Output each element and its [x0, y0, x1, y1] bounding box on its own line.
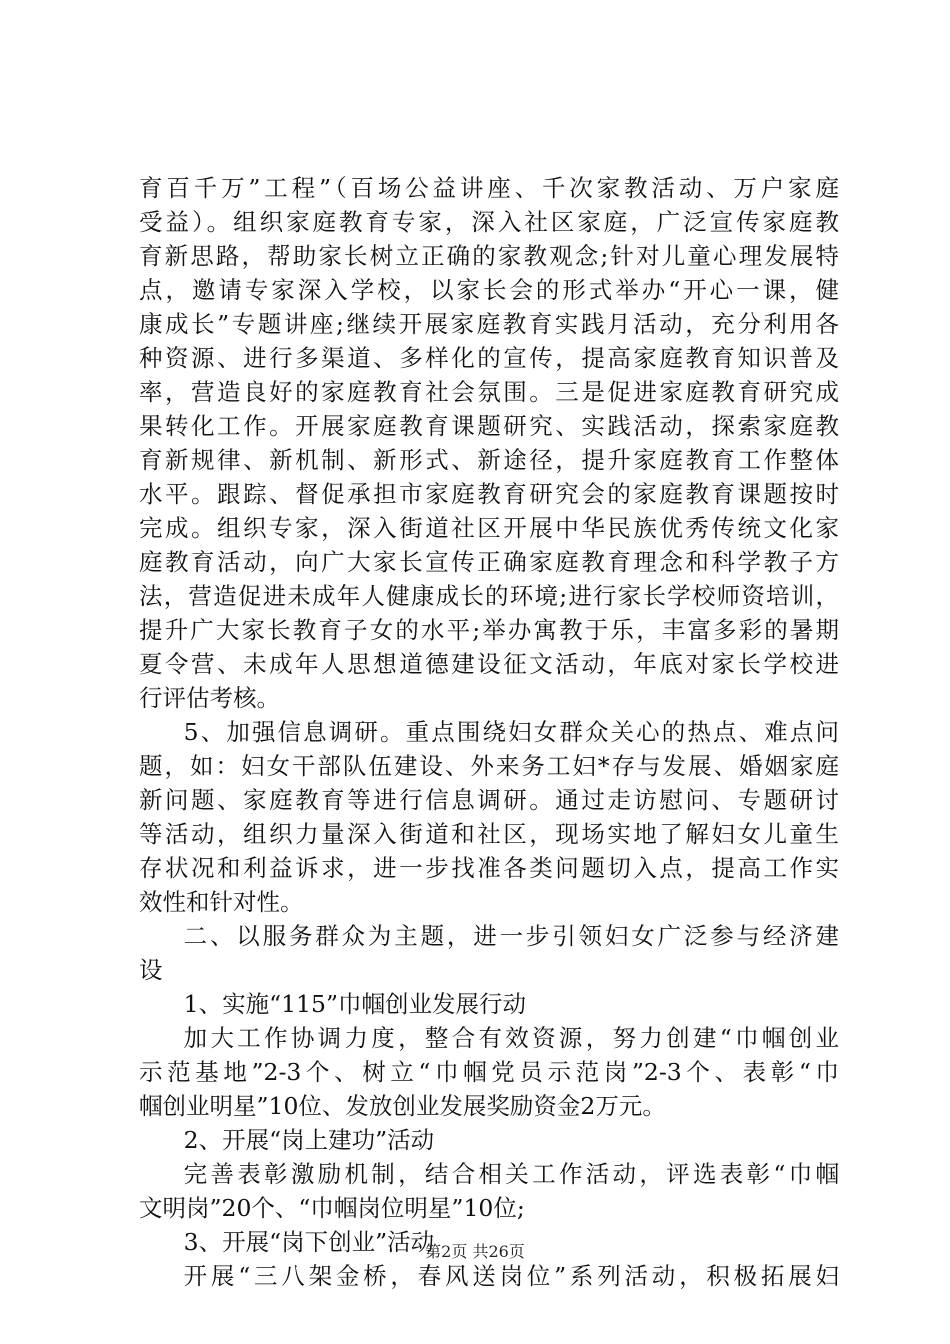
text-line: 5、加强信息调研。重点围绕妇女群众关心的热点、难点问 — [183, 718, 839, 746]
text-line: 受益）。组织家庭教育专家，深入社区家庭，广泛宣传家庭教 — [139, 208, 839, 236]
text-line: 康成长”专题讲座;继续开展家庭教育实践月活动，充分利用各 — [139, 310, 839, 338]
text-line: 育百千万”工程”（百场公益讲座、千次家教活动、万户家庭 — [139, 174, 839, 202]
text-line: 水平。跟踪、督促承担市家庭教育研究会的家庭教育课题按时 — [139, 480, 839, 508]
text-line: 示范基地”2-3个、树立“巾帼党员示范岗”2-3个、表彰“巾 — [139, 1058, 839, 1086]
text-line: 设 — [139, 956, 163, 984]
text-line: 3、开展“岗下创业”活动 — [183, 1228, 435, 1256]
text-line: 点，邀请专家深入学校，以家长会的形式举办“开心一课，健 — [139, 276, 839, 304]
text-line: 夏令营、未成年人思想道德建设征文活动，年底对家长学校进 — [139, 650, 839, 678]
text-line: 法，营造促进未成年人健康成长的环境;进行家长学校师资培训， — [139, 582, 839, 610]
text-line: 育新思路，帮助家长树立正确的家教观念;针对儿童心理发展特 — [139, 242, 839, 270]
text-line: 存状况和利益诉求，进一步找准各类问题切入点，提高工作实 — [139, 854, 839, 882]
text-line: 庭教育活动，向广大家长宣传正确家庭教育理念和科学教子方 — [139, 548, 839, 576]
page-footer: 第2页 共26页 — [425, 1242, 525, 1261]
text-line: 题，如：妇女干部队伍建设、外来务工妇*存与发展、婚姻家庭 — [139, 752, 839, 780]
text-line: 行评估考核。 — [139, 684, 280, 712]
text-line: 提升广大家长教育子女的水平;举办寓教于乐，丰富多彩的暑期 — [139, 616, 839, 644]
text-line: 效性和针对性。 — [139, 888, 304, 916]
text-line: 率，营造良好的家庭教育社会氛围。三是促进家庭教育研究成 — [139, 378, 839, 406]
text-line: 二、以服务群众为主题，进一步引领妇女广泛参与经济建 — [183, 922, 839, 950]
text-line: 新问题、家庭教育等进行信息调研。通过走访慰问、专题研讨 — [139, 786, 839, 814]
text-line: 加大工作协调力度，整合有效资源，努力创建“巾帼创业 — [183, 1024, 839, 1052]
text-line: 等活动，组织力量深入街道和社区，现场实地了解妇女儿童生 — [139, 820, 839, 848]
text-line: 种资源、进行多渠道、多样化的宣传，提高家庭教育知识普及 — [139, 344, 839, 372]
text-line: 开展“三八架金桥，春风送岗位”系列活动，积极拓展妇 — [183, 1262, 839, 1290]
text-line: 育新规律、新机制、新形式、新途径，提升家庭教育工作整体 — [139, 446, 839, 474]
text-line: 帼创业明星”10位、发放创业发展奖励资金2万元。 — [139, 1092, 666, 1120]
text-line: 1、实施“115”巾帼创业发展行动 — [183, 990, 526, 1018]
text-line: 完成。组织专家，深入街道社区开展中华民族优秀传统文化家 — [139, 514, 839, 542]
document-body — [139, 171, 839, 1293]
text-line: 2、开展“岗上建功”活动 — [183, 1126, 435, 1154]
text-line: 文明岗”20个、“巾帼岗位明星”10位; — [139, 1194, 525, 1222]
text-line: 完善表彰激励机制，结合相关工作活动，评选表彰“巾帼 — [183, 1160, 839, 1188]
text-line: 果转化工作。开展家庭教育课题研究、实践活动，探索家庭教 — [139, 412, 839, 440]
